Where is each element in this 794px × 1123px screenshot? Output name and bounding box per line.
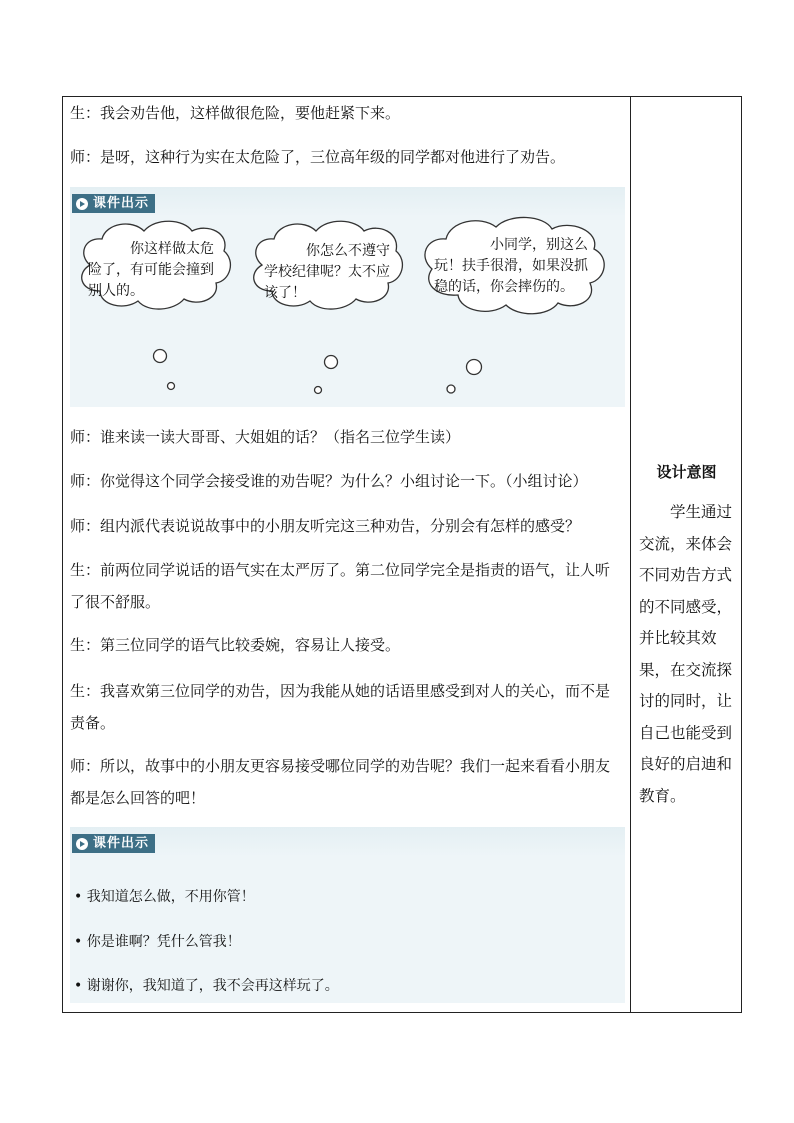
- reply-item: • 谢谢你，我知道了，我不会再这样玩了。: [74, 978, 339, 994]
- bubble-text-3: 小同学，别这么玩！扶手很滑，如果没抓稳的话，你会摔伤的。: [434, 237, 588, 295]
- play-icon: [76, 838, 88, 850]
- dialogue-line: 师：你觉得这个同学会接受谁的劝告呢？为什么？小组讨论一下。（小组讨论）: [70, 472, 588, 490]
- dialogue-line: 师：所以，故事中的小朋友更容易接受哪位同学的劝告呢？我们一起来看看小朋友都是怎么回答的吧！: [70, 757, 611, 807]
- dialogue-line: 师：谁来读一读大哥哥、大姐姐的话？（指名三位学生读）: [70, 428, 461, 446]
- lesson-table: [62, 96, 742, 1013]
- bubble-text-1: 你这样做太危险了，有可能会撞到别人的。: [88, 241, 214, 299]
- dialogue-line: 生：我喜欢第三位同学的劝告，因为我能从她的话语里感受到对人的关心，而不是责备。: [70, 682, 611, 732]
- courseware-tag: 课件出示: [72, 194, 155, 213]
- thought-dot: [467, 360, 482, 375]
- courseware-panel-bubbles: [70, 187, 625, 407]
- dialogue-line: 师：组内派代表说说故事中的小朋友听完这三种劝告，分别会有怎样的感受？: [70, 517, 581, 535]
- reply-item: • 你是谁啊？凭什么管我！: [74, 934, 241, 950]
- reply-item: • 我知道怎么做，不用你管！: [74, 889, 255, 905]
- thought-dot: [315, 387, 322, 394]
- design-intent-cell: [631, 97, 742, 1012]
- dialogue-line: 生：我会劝告他，这样做很危险，要他赶紧下来。: [70, 104, 401, 122]
- bubble-text-2: 你怎么不遵守学校纪律呢？太不应该了！: [264, 243, 390, 301]
- design-intent-title: 设计意图: [656, 463, 717, 481]
- thought-dot: [168, 383, 175, 390]
- thought-dot: [325, 356, 338, 369]
- courseware-panel-replies: [70, 827, 625, 1003]
- courseware-tag: 课件出示: [72, 834, 155, 853]
- dialogue-line: 生：前两位同学说话的语气实在太严厉了。第二位同学完全是指责的语气，让人听了很不舒服。: [70, 561, 611, 611]
- lesson-content-cell: [63, 97, 630, 1012]
- design-intent-text: 学生通过交流，来体会不同劝告方式的不同感受，并比较其效果，在交流探讨的同时，让自己也能受到良好的启迪和教育。: [639, 503, 733, 805]
- dialogue-line: 师：是呀，这种行为实在太危险了，三位高年级的同学都对他进行了劝告。: [70, 148, 566, 166]
- thought-dot: [447, 385, 455, 393]
- dialogue-line: 生：第三位同学的语气比较委婉，容易让人接受。: [70, 636, 401, 654]
- thought-dot: [154, 350, 167, 363]
